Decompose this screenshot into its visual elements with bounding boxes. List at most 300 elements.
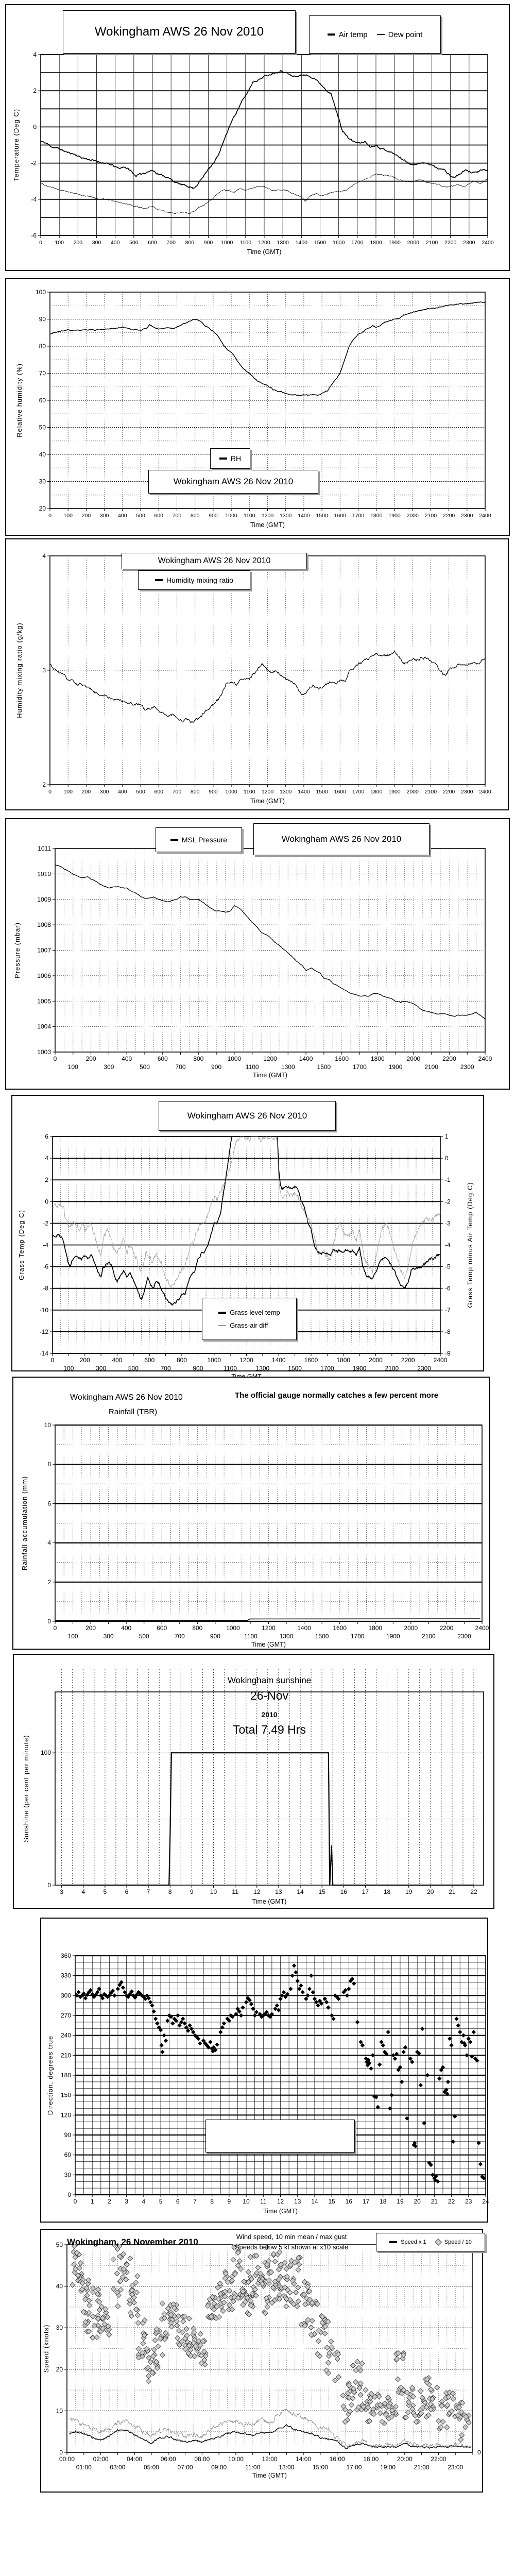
legend-item — [377, 30, 423, 39]
x-tick-label: 2000 — [404, 1624, 418, 1632]
x-tick-label: 2100 — [425, 240, 438, 246]
x-tick-label: 22 — [470, 1888, 477, 1895]
wind-direction-chart — [41, 1919, 489, 2224]
x-tick-label: 17 — [362, 2198, 370, 2205]
gust-scatter-point — [146, 2374, 151, 2379]
gust-scatter-point — [146, 2379, 151, 2384]
x-tick-label: 600 — [157, 1624, 167, 1632]
x-tick-label: 300 — [103, 1633, 114, 1640]
y-tick-label: 4 — [33, 51, 37, 58]
gust-scatter-point — [333, 2378, 338, 2383]
scatter-point — [377, 2062, 382, 2066]
scatter-point — [369, 2066, 373, 2071]
x-tick-label: 0 — [48, 789, 52, 795]
x-tick-label: 600 — [154, 513, 164, 519]
gust-scatter-point — [175, 2323, 180, 2328]
legend-item — [328, 30, 368, 39]
y-axis-title: Sunshine (per cent per minute) — [22, 1735, 30, 1842]
x-tick-label: 1600 — [334, 789, 347, 795]
x-tick-label: 1000 — [227, 1055, 242, 1062]
x-tick-label: 5 — [159, 2198, 163, 2205]
gust-scatter-point — [410, 2406, 415, 2412]
gust-scatter-point — [340, 2393, 346, 2398]
x-axis-title: Time (GMT) — [252, 2472, 287, 2479]
x-tick-label: 01:00 — [76, 2464, 92, 2471]
gust-scatter-point — [90, 2335, 95, 2341]
gust-scatter-point — [440, 2419, 445, 2425]
x-tick-label: 8 — [168, 1888, 172, 1895]
x-tick-label: 1800 — [370, 789, 383, 795]
x-tick-label: 1700 — [351, 240, 364, 246]
x-tick-label: 2400 — [479, 789, 491, 795]
x-tick-label: 21:00 — [414, 2464, 430, 2471]
y2-tick-label: -2 — [445, 1198, 451, 1206]
x-tick-label: 20:00 — [397, 2455, 413, 2463]
y-tick-label: -2 — [43, 1219, 48, 1227]
x-tick-label: 1900 — [388, 789, 401, 795]
legend-item — [170, 836, 227, 844]
gust-scatter-point — [136, 2346, 142, 2351]
x-tick-label: 1000 — [226, 1624, 240, 1632]
wind-speed-legend — [376, 2233, 485, 2251]
gust-scatter-point — [435, 2385, 440, 2390]
x-axis-title: Time (GMT) — [250, 521, 285, 529]
grass-temp-title-box — [159, 1101, 336, 1131]
air-temp-dew-point-title-box — [63, 10, 296, 54]
series-max-gust — [70, 2409, 471, 2448]
x-axis-title: Time (GMT) — [247, 248, 282, 256]
humidity-mixing-ratio-panel — [5, 538, 509, 810]
scatter-point — [155, 2021, 159, 2025]
x-tick-label: 300 — [104, 1063, 114, 1071]
gust-scatter-point — [350, 2363, 355, 2368]
x-tick-label: 2400 — [479, 513, 491, 519]
gust-scatter-point — [353, 2380, 358, 2385]
scatter-point — [152, 2009, 156, 2013]
x-tick-label: 800 — [185, 240, 195, 246]
x-tick-label: 2000 — [406, 1055, 421, 1062]
gust-scatter-point — [444, 2425, 450, 2430]
x-tick-label: 05:00 — [143, 2464, 159, 2471]
x-tick-label: 4 — [81, 1888, 85, 1895]
y-tick-label: 40 — [39, 451, 46, 458]
y-tick-label: 100 — [35, 289, 46, 296]
x-tick-label: 09:00 — [211, 2464, 227, 2471]
x-tick-label: 1200 — [239, 1357, 253, 1364]
gust-scatter-point — [160, 2352, 165, 2358]
wind-direction-inner-label-box — [205, 2120, 355, 2153]
y-tick-label: 0 — [47, 1882, 51, 1889]
x-tick-label: 500 — [128, 1365, 139, 1372]
y-tick-label: -8 — [43, 1284, 48, 1292]
y-tick-label: 2 — [42, 781, 46, 788]
x-tick-label: 14 — [311, 2198, 318, 2205]
x-tick-label: 900 — [209, 789, 218, 795]
x-tick-label: 2300 — [417, 1365, 431, 1372]
y-tick-label: -12 — [39, 1328, 48, 1335]
x-tick-label: 00:00 — [59, 2455, 75, 2463]
x-axis-title: Time (GMT) — [251, 1641, 286, 1648]
y-tick-label: -4 — [43, 1241, 48, 1249]
msl-pressure-title-box — [253, 823, 430, 855]
x-tick-label: 1100 — [245, 1063, 259, 1071]
x-tick-label: 1800 — [370, 1055, 385, 1062]
scatter-point — [251, 2007, 255, 2011]
gust-scatter-point — [70, 2282, 75, 2287]
gust-scatter-point — [91, 2285, 96, 2291]
y-tick-label: 50 — [39, 423, 46, 431]
gust-scatter-point — [265, 2304, 270, 2310]
scatter-point — [419, 2083, 423, 2087]
y-tick-label: 1006 — [37, 972, 51, 979]
x-tick-label: 1300 — [277, 240, 289, 246]
relative-humidity-panel — [5, 278, 510, 536]
gust-scatter-point — [296, 2299, 301, 2304]
air-temp-dew-point-legend — [309, 15, 441, 54]
y-tick-label: 0 — [67, 2191, 71, 2198]
x-tick-label: 13 — [275, 1888, 282, 1895]
gust-scatter-point — [293, 2290, 298, 2295]
x-tick-label: 400 — [121, 1624, 132, 1632]
scatter-point — [465, 2053, 469, 2057]
scatter-point — [294, 1970, 298, 1974]
x-tick-label: 600 — [157, 1055, 168, 1062]
scatter-point — [437, 2076, 441, 2080]
gust-scatter-point — [183, 2347, 188, 2352]
x-tick-label: 2100 — [424, 513, 437, 519]
x-tick-label: 1500 — [316, 789, 328, 795]
y-tick-label: 50 — [56, 2241, 63, 2248]
gust-scatter-point — [350, 2396, 355, 2401]
y-tick-label: -2 — [31, 159, 37, 167]
y-tick-label: 4 — [45, 1155, 48, 1162]
legend-label: Speed x 1 — [401, 2239, 426, 2245]
y-tick-label: 2 — [45, 1176, 48, 1184]
gust-scatter-point — [308, 2325, 314, 2330]
x-tick-label: 16 — [345, 2198, 353, 2205]
gust-scatter-point — [335, 2357, 340, 2362]
x-tick-label: 2300 — [463, 240, 475, 246]
humidity-mixing-ratio-title-box — [122, 553, 307, 569]
x-tick-label: 600 — [144, 1357, 155, 1364]
y-tick-label: 90 — [39, 315, 46, 323]
legend-label: Air temp — [338, 30, 368, 39]
x-tick-label: 100 — [67, 1063, 78, 1071]
y-tick-label: 1010 — [37, 870, 51, 878]
scatter-point — [165, 2019, 169, 2023]
legend-marker-thingray-icon — [218, 1325, 226, 1326]
grass-temp-title: Wokingham AWS 26 Nov 2010 — [187, 1111, 307, 1121]
grass-temp-legend — [202, 1298, 297, 1340]
scatter-point — [170, 2021, 175, 2025]
x-tick-label: 700 — [172, 513, 182, 519]
scatter-point — [389, 2093, 393, 2097]
x-tick-label: 13 — [294, 2198, 301, 2205]
y-tick-label: 60 — [39, 397, 46, 404]
y-tick-label: 90 — [64, 2131, 71, 2139]
legend-marker-thick-icon — [328, 33, 335, 36]
y-tick-label: 150 — [60, 2091, 71, 2099]
legend-label: Dew point — [388, 30, 423, 39]
x-tick-label: 1800 — [368, 1624, 383, 1632]
gust-scatter-point — [192, 2353, 197, 2359]
rainfall-text-0: Wokingham AWS 26 Nov 2010 — [70, 1393, 183, 1402]
scatter-point — [376, 2105, 380, 2109]
x-tick-label: 1100 — [244, 1633, 258, 1640]
y-tick-label: -6 — [43, 1263, 48, 1270]
y-tick-label: 20 — [56, 2365, 63, 2373]
x-tick-label: 900 — [209, 513, 218, 519]
x-axis-title: Time (GMT) — [252, 1898, 287, 1905]
x-tick-label: 2300 — [460, 1063, 474, 1071]
x-tick-label: 300 — [92, 240, 101, 246]
x-tick-label: 800 — [176, 1357, 187, 1364]
legend-marker-thick-icon — [170, 839, 178, 841]
y-axis-title: Rainfall accumulation (mm) — [21, 1476, 28, 1571]
x-tick-label: 12:00 — [262, 2455, 278, 2463]
x-tick-label: 1800 — [336, 1357, 351, 1364]
gust-scatter-point — [296, 2267, 301, 2273]
scatter-point — [388, 2106, 392, 2110]
scatter-point — [405, 2116, 409, 2121]
x-tick-label: 800 — [190, 789, 200, 795]
gust-scatter-point — [418, 2388, 423, 2394]
x-tick-label: 11 — [260, 2198, 267, 2205]
x-tick-label: 15 — [328, 2198, 335, 2205]
scatter-point — [400, 2080, 404, 2084]
scatter-point — [458, 2030, 462, 2034]
gust-scatter-point — [363, 2387, 368, 2393]
x-tick-label: 20 — [414, 2198, 421, 2205]
gust-scatter-point — [459, 2433, 465, 2438]
x-tick-label: 500 — [139, 1633, 149, 1640]
y-tick-label: 30 — [64, 2171, 71, 2179]
sunshine-panel — [13, 1654, 494, 1909]
x-tick-label: 200 — [81, 513, 91, 519]
legend-marker-thick-icon — [218, 1312, 226, 1314]
scatter-point — [239, 2013, 243, 2018]
x-tick-label: 02:00 — [93, 2455, 109, 2463]
x-tick-label: 12 — [277, 2198, 284, 2205]
gust-scatter-point — [135, 2320, 141, 2326]
series-humidity-mixing-ratio — [50, 651, 485, 723]
y-tick-label: 10 — [56, 2407, 63, 2415]
legend-item — [218, 1321, 268, 1329]
x-tick-label: 1400 — [299, 1055, 313, 1062]
series-rh — [50, 302, 485, 396]
scatter-point — [116, 1987, 120, 1991]
y-tick-label: 4 — [42, 552, 46, 560]
x-tick-label: 1900 — [352, 1365, 367, 1372]
x-tick-label: 1000 — [220, 240, 233, 246]
scatter-point — [300, 1990, 304, 1994]
y2-tick-label: -6 — [445, 1284, 451, 1292]
y-tick-label: -4 — [31, 195, 37, 203]
x-tick-label: 1600 — [335, 1055, 349, 1062]
x-tick-label: 800 — [192, 1624, 203, 1632]
y-tick-label: 1008 — [37, 921, 51, 929]
x-tick-label: 0 — [53, 1624, 57, 1632]
x-tick-label: 6 — [176, 2198, 180, 2205]
x-tick-label: 200 — [79, 1357, 90, 1364]
y-tick-label: 0 — [33, 123, 37, 131]
legend-item — [436, 2239, 472, 2245]
x-tick-label: 2100 — [422, 1633, 436, 1640]
y2-axis-title: Grass Temp minus Air Temp (Deg C) — [466, 1182, 474, 1308]
x-tick-label: 1000 — [225, 513, 237, 519]
x-tick-label: 500 — [136, 513, 145, 519]
scatter-point — [472, 2030, 476, 2034]
gust-scatter-point — [377, 2411, 383, 2416]
gust-scatter-point — [186, 2316, 192, 2321]
y-tick-label: 70 — [39, 369, 46, 377]
gust-scatter-point — [272, 2259, 278, 2264]
x-tick-label: 06:00 — [160, 2455, 176, 2463]
y2-tick-label: -8 — [445, 1328, 451, 1335]
x-tick-label: 900 — [211, 1063, 222, 1071]
y-tick-label: 1009 — [37, 895, 51, 903]
x-tick-label: 1100 — [239, 240, 252, 246]
x-tick-label: 900 — [203, 240, 213, 246]
x-tick-label: 1900 — [388, 240, 401, 246]
x-tick-label: 4 — [142, 2198, 146, 2205]
wind-speed-text-1: Wind speed, 10 min mean / max gust — [236, 2233, 347, 2241]
gust-scatter-point — [134, 2290, 139, 2295]
x-tick-label: 20 — [427, 1888, 434, 1895]
legend-label: Speed / 10 — [444, 2239, 472, 2245]
relative-humidity-title-box — [148, 470, 318, 494]
gust-scatter-point — [152, 2337, 158, 2343]
x-tick-label: 400 — [122, 1055, 132, 1062]
x-tick-label: 14 — [297, 1888, 304, 1895]
humidity-mixing-ratio-chart — [6, 539, 510, 811]
scatter-point — [121, 1986, 125, 1990]
sunshine-text-2: 2010 — [261, 1710, 278, 1719]
gust-scatter-point — [176, 2314, 181, 2319]
x-tick-label: 200 — [73, 240, 83, 246]
gust-scatter-point — [246, 2269, 251, 2275]
scatter-point — [249, 2002, 253, 2006]
scatter-point — [420, 2027, 424, 2031]
scatter-point — [160, 2050, 164, 2054]
x-tick-label: 16:00 — [329, 2455, 345, 2463]
msl-pressure-chart — [6, 819, 511, 1091]
x-tick-label: 2200 — [439, 1624, 454, 1632]
x-tick-label: 2300 — [457, 1633, 471, 1640]
gust-scatter-point — [115, 2303, 121, 2309]
x-tick-label: 1800 — [370, 240, 382, 246]
rainfall-chart — [13, 1378, 491, 1651]
x-tick-label: 10 — [243, 2198, 250, 2205]
y-tick-label: 360 — [60, 1952, 71, 1959]
scatter-point — [218, 2030, 222, 2034]
scatter-point — [352, 1981, 356, 1986]
x-tick-label: 15 — [318, 1888, 325, 1895]
wind-speed-text-2: Speeds below 5 kt shown at x10 scale — [234, 2243, 349, 2251]
scatter-point — [422, 2121, 426, 2125]
scatter-point — [160, 2043, 164, 2047]
scatter-point — [290, 1973, 295, 1977]
gust-scatter-point — [72, 2262, 77, 2267]
legend-label: Humidity mixing ratio — [166, 576, 233, 584]
series-rainfall-tbr- — [55, 1619, 480, 1621]
y-tick-label: -14 — [39, 1350, 48, 1357]
x-tick-label: 13:00 — [279, 2464, 295, 2471]
scatter-point — [307, 1987, 312, 1991]
gust-scatter-point — [78, 2260, 83, 2265]
x-tick-label: 0 — [73, 2198, 77, 2205]
x-axis-title: Time (GMT) — [253, 1072, 287, 1079]
scatter-point — [403, 2045, 407, 2049]
x-tick-label: 22:00 — [431, 2455, 447, 2463]
gust-scatter-point — [325, 2360, 331, 2365]
x-axis-title: Time (GMT) — [250, 798, 285, 805]
rainfall-text-1: The official gauge normally catches a few percent more — [235, 1391, 439, 1400]
x-tick-label: 1400 — [297, 1624, 311, 1632]
legend-item — [389, 2239, 426, 2245]
gust-scatter-point — [359, 2361, 365, 2366]
x-tick-label: 0 — [50, 1357, 55, 1364]
gust-scatter-point — [463, 2425, 468, 2430]
msl-pressure-panel — [5, 818, 510, 1090]
y-axis-title: Relative humidity (%) — [15, 363, 23, 437]
scatter-point — [215, 2043, 219, 2047]
x-tick-label: 1400 — [271, 1357, 286, 1364]
x-tick-label: 7 — [193, 2198, 197, 2205]
gust-scatter-point — [90, 2314, 95, 2319]
x-tick-label: 1900 — [388, 513, 401, 519]
x-tick-label: 19 — [405, 1888, 413, 1895]
scatter-point — [162, 2033, 166, 2037]
scatter-point — [454, 2016, 458, 2021]
x-tick-label: 2000 — [369, 1357, 383, 1364]
x-tick-label: 03:00 — [110, 2464, 126, 2471]
x-tick-label: 1500 — [288, 1365, 302, 1372]
wind-speed-panel — [40, 2229, 483, 2493]
scatter-point — [448, 2037, 452, 2041]
gust-scatter-point — [141, 2341, 146, 2346]
scatter-point — [456, 2023, 460, 2027]
gust-scatter-point — [296, 2285, 301, 2290]
x-tick-label: 1600 — [334, 513, 347, 519]
gust-scatter-point — [436, 2418, 441, 2424]
gust-scatter-point — [349, 2402, 354, 2408]
x-tick-label: 1700 — [352, 513, 365, 519]
x-tick-label: 24 — [482, 2198, 489, 2205]
x-tick-label: 200 — [85, 1055, 96, 1062]
x-tick-label: 12 — [253, 1888, 261, 1895]
gust-scatter-point — [227, 2288, 232, 2293]
y-axis-title: Speed (knots) — [42, 2324, 50, 2373]
scatter-point — [401, 2050, 405, 2054]
x-tick-label: 1100 — [224, 1365, 237, 1372]
x-tick-label: 1000 — [207, 1357, 221, 1364]
x-tick-label: 1500 — [317, 1063, 331, 1071]
y-tick-label: 1004 — [37, 1023, 51, 1030]
x-tick-label: 1200 — [261, 789, 274, 795]
x-tick-label: 04:00 — [127, 2455, 143, 2463]
scatter-point — [241, 2005, 245, 2009]
scatter-point — [355, 2020, 359, 2024]
x-tick-label: 700 — [174, 1633, 185, 1640]
x-tick-label: 2000 — [406, 513, 419, 519]
x-tick-label: 17:00 — [346, 2464, 362, 2471]
x-tick-label: 2200 — [442, 789, 455, 795]
x-tick-label: 1700 — [353, 1063, 367, 1071]
x-tick-label: 600 — [148, 240, 157, 246]
x-tick-label: 2400 — [475, 1624, 489, 1632]
msl-pressure-title: Wokingham AWS 26 Nov 2010 — [281, 834, 402, 844]
